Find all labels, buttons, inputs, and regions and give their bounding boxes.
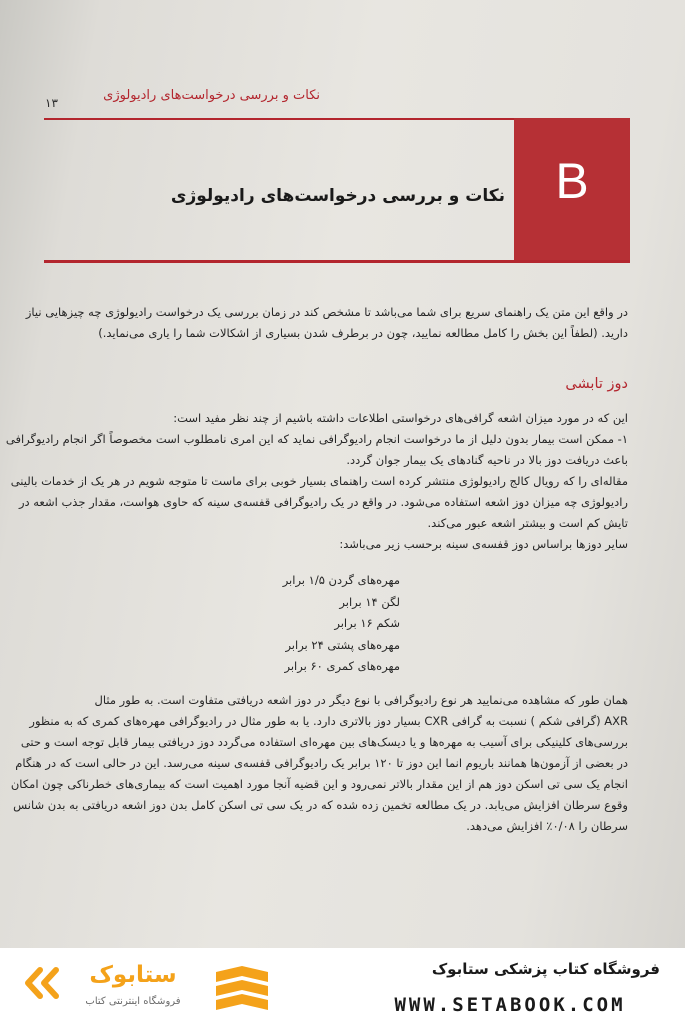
chapter-letter: B <box>555 153 589 209</box>
text-line: انجام یک سی تی اسکن دوز هم از این مقدار بالاتر نمی‌رود و این قضیه آنجا مورد اهمیت است که بیماری‌های خطرناکی چون امکان <box>10 777 628 791</box>
section-heading: دوز تابشی <box>565 376 628 392</box>
chapter-rule <box>44 260 630 263</box>
list-item: شکم ۱۶ برابر <box>334 616 400 631</box>
list-item: مهره‌های گردن ۱/۵ برابر <box>282 573 400 587</box>
running-header: نکات و بررسی درخواست‌های رادیولوژی <box>103 88 320 103</box>
text-line: باعث دریافت دوز بالا در ناحیه گنادهای یک بیمار جوان گردد. <box>346 453 628 467</box>
list-item: مهره‌های کمری ۶۰ برابر <box>284 659 400 674</box>
page-number: ۱۳ <box>45 96 58 110</box>
text-line: وقوع سرطان افزایش می‌یابد. در یک مطالعه تخمین زده شده که در یک سی تی اسکن کامل بدن دوز اشعه دریافتی به بدن شانس <box>13 798 628 812</box>
dose-paragraph <box>5 408 628 555</box>
text-line: همان طور که مشاهده می‌نمایید هر نوع رادیوگرافی با نوع دیگر در دوز اشعه دریافتی متفاوت است. به طور مثال <box>94 693 628 707</box>
chevrons-icon <box>20 966 64 1000</box>
text-line: سرطان را ۰/۰۸٪ افزایش می‌دهد. <box>466 819 628 833</box>
closing-paragraph <box>10 690 628 837</box>
header-rule <box>44 118 514 120</box>
store-url-link[interactable]: WWW.SETABOOK.COM <box>394 994 626 1016</box>
store-logo[interactable] <box>20 962 275 1018</box>
list-item: مهره‌های پشتی ۲۴ برابر <box>285 637 400 652</box>
text-line: بررسی‌های کلینیکی برای آسیب به مهره‌ها و یا دیسک‌های بین مهره‌ای استفاده می‌گردد دوز دریافتی بیمار قابل توجه است و حتی <box>20 735 628 749</box>
text-line: تایش کم است و بیشتر اشعه عبور می‌کند. <box>427 516 628 530</box>
text-line: این که در مورد میزان اشعه گرافی‌های درخواستی اطلاعات داشته باشیم از چند نظر مفید است: <box>173 411 628 425</box>
book-emblem-icon <box>212 964 272 1016</box>
text-line: سایر دوزها براساس دوز قفسه‌ی سینه برحسب زیر می‌باشد: <box>339 537 628 551</box>
logo-wordmark: ستابوک <box>89 962 177 988</box>
text-line: دارید. (لطفاً این بخش را کامل مطالعه نمایید، چون در برطرف شدن بسیاری از اشکالات شما را یاری می‌نماید.) <box>98 326 628 340</box>
text-line: مقاله‌ای را که رویال کالج رادیولوژی منتشر کرده است راهنمای بسیار خوبی برای ماست تا متوجه شویم در هر یک از خدمات بالینی <box>10 474 628 488</box>
chapter-title: نکات و بررسی درخواست‌های رادیولوژی <box>170 186 505 206</box>
dose-ratio-list <box>250 570 400 678</box>
text-line: AXR (گرافی شکم ) نسبت به گرافی CXR بسیار دوز بالاتری دارد. یا به طور مثال در رادیوگرافی مهره‌های کمری که به منظور <box>29 714 628 728</box>
text-line: در واقع این متن یک راهنمای سریع برای شما می‌باشد تا مشخص کند در زمان بررسی یک درخواست رادیولوژی چه چیزهایی نیاز <box>25 305 628 319</box>
text-line: رادیولوژی چه میزان دوز اشعه استفاده می‌شود. در واقع در یک رادیوگرافی قفسه‌ی سینه که حاوی هواست، مقدار جذب اشعه در <box>18 495 628 509</box>
text-line: در بعضی از آزمون‌ها همانند باریوم انما این دوز تا ۱۲۰ برابر یک رادیوگرافی قفسه‌ی سینه می‌رسد. این در حالی است که در هنگام <box>15 756 628 770</box>
intro-paragraph <box>25 302 628 344</box>
logo-tagline: فروشگاه اینترنتی کتاب <box>85 996 181 1007</box>
store-name: فروشگاه کتاب پزشکی ستابوک <box>431 960 660 978</box>
chapter-letter-box <box>514 118 630 260</box>
text-line: ۱- ممکن است بیمار بدون دلیل از ما درخواست انجام رادیوگرافی نماید که این امری نامطلوب است مخصوصاً اگر انجام رادیوگرافی <box>5 432 628 446</box>
list-item: لگن ۱۴ برابر <box>339 594 400 609</box>
